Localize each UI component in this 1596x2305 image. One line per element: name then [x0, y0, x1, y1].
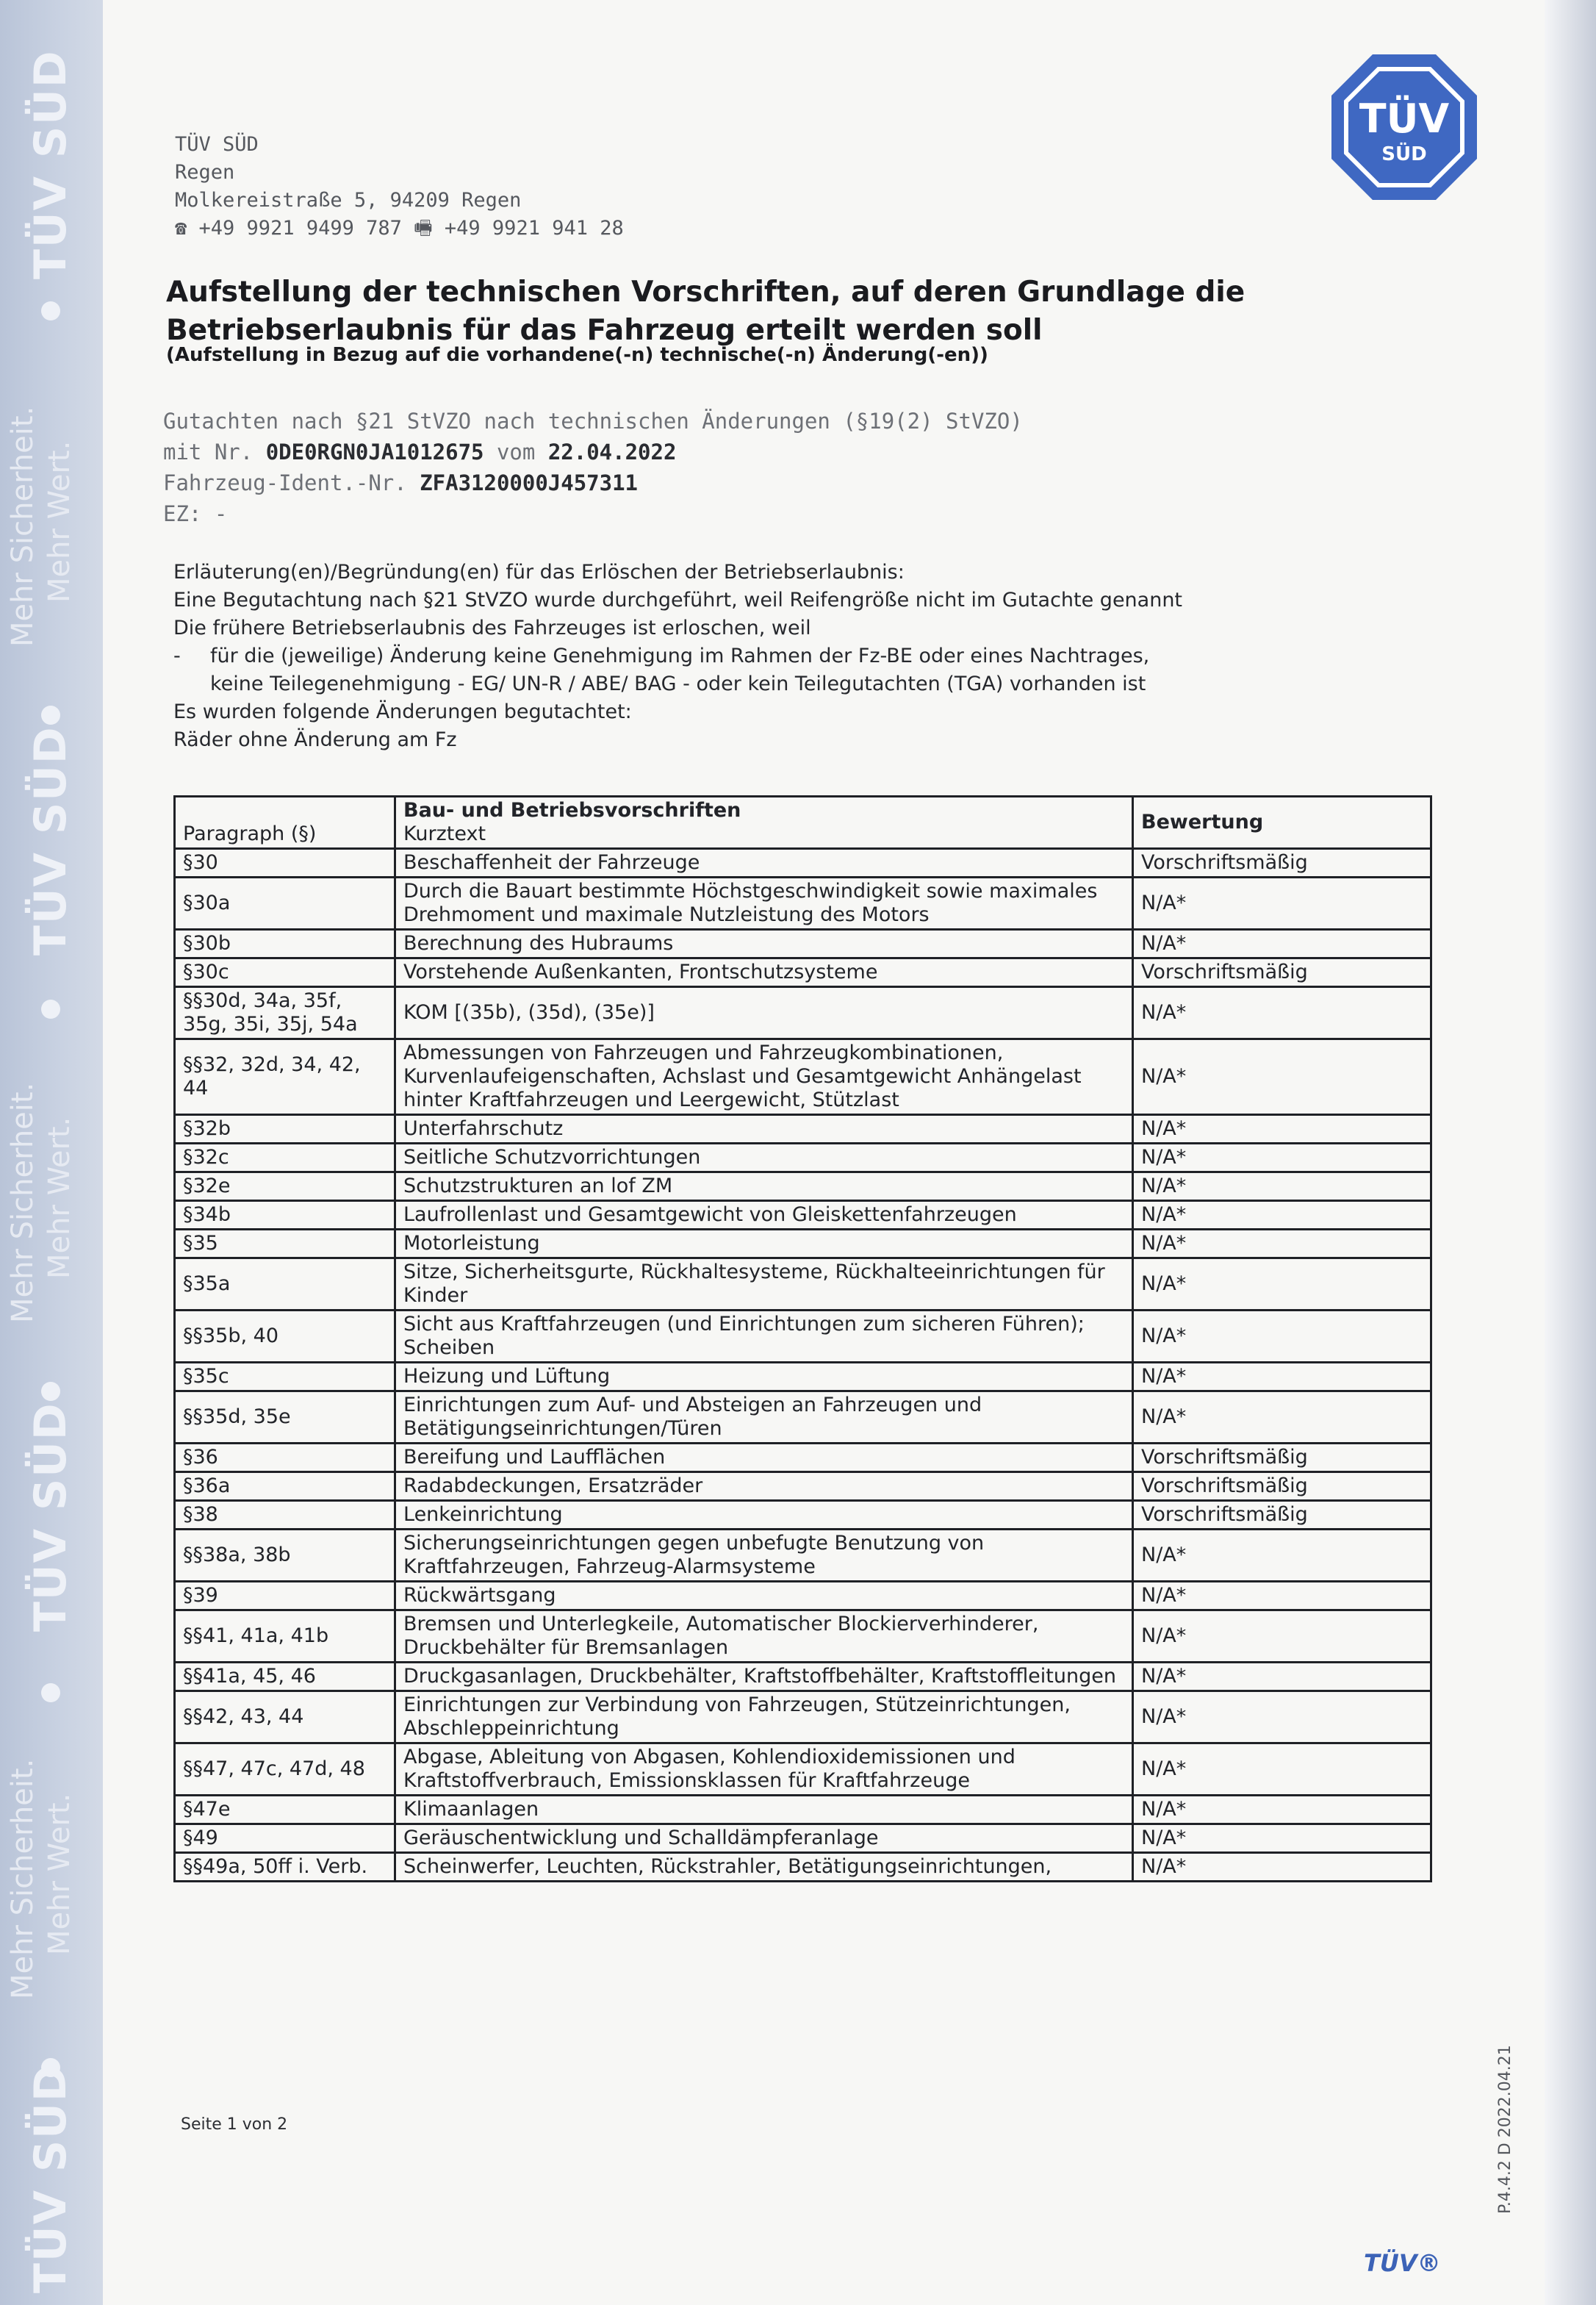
cell-kurztext: Durch die Bauart bestimmte Höchstgeschwindigkeit sowie maximales Drehmoment und maximale Nutzleistung des Motors [395, 878, 1133, 930]
header-regulations: Bau- und Betriebsvorschriften Kurztext [395, 797, 1133, 849]
gutachten-number-line: mit Nr. 0DE0RGN0JA1012675 vom 22.04.2022 [163, 440, 677, 465]
cell-kurztext: Scheinwerfer, Leuchten, Rückstrahler, Betätigungseinrichtungen, [395, 1853, 1133, 1882]
cell-kurztext: Sicherungseinrichtungen gegen unbefugte Benutzung von Kraftfahrzeugen, Fahrzeug-Alarmsysteme [395, 1530, 1133, 1582]
cell-kurztext: Abgase, Ableitung von Abgasen, Kohlendioxidemissionen und Kraftstoffverbrauch, Emissionsklassen für Kraftfahrzeuge [395, 1743, 1133, 1796]
cell-kurztext: Schutzstrukturen an lof ZM [395, 1172, 1133, 1201]
cell-kurztext: Abmessungen von Fahrzeugen und Fahrzeugkombinationen, Kurvenlaufeigenschaften, Achslast und Gesamtgewicht Anhängelast hinter Kraftfahrzeugen und Leergewicht, Stützlast [395, 1039, 1133, 1115]
cell-paragraph: §§47, 47c, 47d, 48 [175, 1743, 395, 1796]
cell-kurztext: Klimaanlagen [395, 1796, 1133, 1824]
address-org: TÜV SÜD [175, 133, 259, 156]
table-row [175, 1363, 1431, 1391]
watermark-dot [41, 706, 60, 725]
cell-bewertung: N/A* [1133, 1796, 1431, 1824]
table-row [175, 930, 1431, 958]
watermark-slogan: Mehr Wert. [43, 1116, 76, 1279]
footer-brand: TÜV® [1364, 2249, 1441, 2277]
watermark-strip [0, 0, 103, 2305]
explanation-text: Die frühere Betriebserlaubnis des Fahrzeuges ist erloschen, weil [173, 617, 811, 639]
cell-bewertung: Vorschriftsmäßig [1133, 1444, 1431, 1472]
table-row [175, 1172, 1431, 1201]
cell-bewertung: N/A* [1133, 930, 1431, 958]
cell-paragraph: §§38a, 38b [175, 1530, 395, 1582]
cell-bewertung: N/A* [1133, 1115, 1431, 1144]
explanation-text: Es wurden folgende Änderungen begutachtet: [173, 700, 632, 723]
explanation-heading: Erläuterung(en)/Begründung(en) für das Erlöschen der Betriebserlaubnis: [173, 561, 905, 584]
table-row [175, 1311, 1431, 1363]
table-row [175, 1258, 1431, 1311]
cell-paragraph: §36 [175, 1444, 395, 1472]
fax-icon: 🖷 [414, 217, 433, 240]
gutachten-number: 0DE0RGN0JA1012675 [265, 440, 484, 465]
cell-bewertung: N/A* [1133, 987, 1431, 1039]
cell-bewertung: N/A* [1133, 1853, 1431, 1882]
cell-bewertung: N/A* [1133, 1610, 1431, 1663]
cell-bewertung: N/A* [1133, 1743, 1431, 1796]
watermark-dot [41, 1382, 60, 1401]
logo-text-sud: SÜD [1381, 143, 1427, 165]
cell-bewertung: N/A* [1133, 1691, 1431, 1743]
watermark-brand: TÜV SÜD [25, 49, 76, 279]
document-title: Aufstellung der technischen Vorschriften, auf deren Grundlage die Betriebserlaubnis für das Fahrzeug erteilt werden soll [166, 276, 1245, 347]
cell-paragraph: §35 [175, 1230, 395, 1258]
cell-kurztext: Laufrollenlast und Gesamtgewicht von Gleiskettenfahrzeugen [395, 1201, 1133, 1230]
explanation-bullet: - für die (jeweilige) Änderung keine Genehmigung im Rahmen der Fz-BE oder eines Nachtrages, [173, 645, 1150, 667]
watermark-dot [41, 301, 60, 320]
address-block [175, 131, 624, 243]
cell-bewertung: N/A* [1133, 1230, 1431, 1258]
cell-bewertung: N/A* [1133, 1039, 1431, 1115]
cell-bewertung: N/A* [1133, 1201, 1431, 1230]
table-row [175, 1472, 1431, 1501]
table-row [175, 1743, 1431, 1796]
cell-kurztext: Bereifung und Laufflächen [395, 1444, 1133, 1472]
cell-kurztext: Motorleistung [395, 1230, 1133, 1258]
cell-kurztext: Heizung und Lüftung [395, 1363, 1133, 1391]
header-bewertung: Bewertung [1133, 797, 1431, 849]
cell-kurztext: Vorstehende Außenkanten, Frontschutzsysteme [395, 958, 1133, 987]
cell-kurztext: Bremsen und Unterlegkeile, Automatischer Blockierverhinderer, Druckbehälter für Bremsanlagen [395, 1610, 1133, 1663]
cell-paragraph: §34b [175, 1201, 395, 1230]
watermark-slogan: Mehr Sicherheit. [6, 1082, 40, 1323]
cell-paragraph: §§32, 32d, 34, 42, 44 [175, 1039, 395, 1115]
cell-paragraph: §30a [175, 878, 395, 930]
cell-paragraph: §§41a, 45, 46 [175, 1663, 395, 1691]
watermark-slogan: Mehr Sicherheit. [6, 406, 40, 647]
cell-kurztext: KOM [(35b), (35d), (35e)] [395, 987, 1133, 1039]
document-subtitle: (Aufstellung in Bezug auf die vorhandene(-n) technische(-n) Änderung(-en)) [166, 344, 988, 366]
cell-kurztext: Einrichtungen zur Verbindung von Fahrzeugen, Stützeinrichtungen, Abschleppeinrichtung [395, 1691, 1133, 1743]
table-row [175, 958, 1431, 987]
cell-paragraph: §§35d, 35e [175, 1391, 395, 1444]
cell-paragraph: §§42, 43, 44 [175, 1691, 395, 1743]
gutachten-line: Gutachten nach §21 StVZO nach technischen Änderungen (§19(2) StVZO) [163, 409, 1023, 434]
table-row [175, 1663, 1431, 1691]
watermark-brand: TÜV SÜD [25, 1402, 76, 1632]
cell-bewertung: N/A* [1133, 1144, 1431, 1172]
address-contact [175, 215, 624, 243]
cell-bewertung: Vorschriftsmäßig [1133, 849, 1431, 878]
table-row [175, 1391, 1431, 1444]
cell-paragraph: §§35b, 40 [175, 1311, 395, 1363]
cell-paragraph: §§41, 41a, 41b [175, 1610, 395, 1663]
cell-bewertung: N/A* [1133, 1258, 1431, 1311]
cell-bewertung: N/A* [1133, 878, 1431, 930]
explanation-text: Eine Begutachtung nach §21 StVZO wurde durchgeführt, weil Reifengröße nicht im Gutachte genannt [173, 589, 1183, 612]
cell-kurztext: Lenkeinrichtung [395, 1501, 1133, 1530]
table-header-row [175, 797, 1431, 849]
cell-kurztext: Sicht aus Kraftfahrzeugen (und Einrichtungen zum sicheren Führen); Scheiben [395, 1311, 1133, 1363]
regulations-table [173, 795, 1432, 1882]
table-row [175, 1444, 1431, 1472]
table-row [175, 1796, 1431, 1824]
table-row [175, 1582, 1431, 1610]
watermark-brand: TÜV SÜD [25, 725, 76, 956]
cell-kurztext: Berechnung des Hubraums [395, 930, 1133, 958]
table-row [175, 1115, 1431, 1144]
cell-bewertung: Vorschriftsmäßig [1133, 1472, 1431, 1501]
table-row [175, 1144, 1431, 1172]
cell-paragraph: §36a [175, 1472, 395, 1501]
table-row [175, 1039, 1431, 1115]
cell-paragraph: §32b [175, 1115, 395, 1144]
cell-paragraph: §30b [175, 930, 395, 958]
cell-paragraph: §47e [175, 1796, 395, 1824]
watermark-dot [41, 1683, 60, 1702]
cell-bewertung: N/A* [1133, 1363, 1431, 1391]
watermark-dot [41, 1000, 60, 1019]
table-row [175, 1691, 1431, 1743]
header-paragraph: Paragraph (§) [175, 797, 395, 849]
phone-icon: ☎ [175, 217, 187, 240]
cell-paragraph: §30c [175, 958, 395, 987]
watermark-slogan: Mehr Wert. [43, 1793, 76, 1955]
cell-bewertung: N/A* [1133, 1530, 1431, 1582]
cell-bewertung: N/A* [1133, 1172, 1431, 1201]
cell-kurztext: Rückwärtsgang [395, 1582, 1133, 1610]
explanation-block [173, 559, 1182, 754]
cell-paragraph: §32e [175, 1172, 395, 1201]
table-row [175, 1501, 1431, 1530]
table-row [175, 1530, 1431, 1582]
cell-paragraph: §30 [175, 849, 395, 878]
cell-paragraph: §35c [175, 1363, 395, 1391]
table-row [175, 1201, 1431, 1230]
page-edge [1545, 0, 1596, 2305]
page-number: Seite 1 von 2 [181, 2115, 288, 2134]
watermark-slogan: Mehr Wert. [43, 440, 76, 603]
form-version: P.4.4.2 D 2022.04.21 [1496, 2045, 1514, 2214]
cell-bewertung: Vorschriftsmäßig [1133, 958, 1431, 987]
cell-kurztext: Geräuschentwicklung und Schalldämpferanlage [395, 1824, 1133, 1853]
cell-paragraph: §§49a, 50ff i. Verb. [175, 1853, 395, 1882]
cell-kurztext: Druckgasanlagen, Druckbehälter, Kraftstoffbehälter, Kraftstoffleitungen [395, 1663, 1133, 1691]
cell-kurztext: Radabdeckungen, Ersatzräder [395, 1472, 1133, 1501]
cell-kurztext: Einrichtungen zum Auf- und Absteigen an Fahrzeugen und Betätigungseinrichtungen/Türen [395, 1391, 1133, 1444]
address-city: Regen [175, 161, 235, 184]
table-row [175, 1824, 1431, 1853]
cell-kurztext: Unterfahrschutz [395, 1115, 1133, 1144]
tuv-sud-logo [1327, 50, 1481, 204]
cell-bewertung: N/A* [1133, 1311, 1431, 1363]
table-row [175, 1853, 1431, 1882]
cell-bewertung: N/A* [1133, 1391, 1431, 1444]
cell-bewertung: N/A* [1133, 1663, 1431, 1691]
explanation-text: Räder ohne Änderung am Fz [173, 728, 457, 751]
table-row [175, 878, 1431, 930]
cell-bewertung: Vorschriftsmäßig [1133, 1501, 1431, 1530]
cell-paragraph: §35a [175, 1258, 395, 1311]
address-phone: +49 9921 9499 787 [198, 217, 402, 240]
address-street: Molkereistraße 5, 94209 Regen [175, 189, 522, 212]
vin-line: Fahrzeug-Ident.-Nr. ZFA3120000J457311 [163, 470, 639, 495]
gutachten-reference [163, 406, 1023, 529]
cell-kurztext: Sitze, Sicherheitsgurte, Rückhaltesysteme, Rückhalteeinrichtungen für Kinder [395, 1258, 1133, 1311]
cell-bewertung: N/A* [1133, 1824, 1431, 1853]
table-row [175, 849, 1431, 878]
address-fax: +49 9921 941 28 [444, 217, 624, 240]
vin-number: ZFA3120000J457311 [420, 470, 639, 495]
cell-bewertung: N/A* [1133, 1582, 1431, 1610]
cell-paragraph: §39 [175, 1582, 395, 1610]
ez-line: EZ: - [163, 501, 228, 526]
logo-text-tuv: TÜV [1359, 96, 1450, 142]
cell-paragraph: §32c [175, 1144, 395, 1172]
cell-paragraph: §§30d, 34a, 35f, 35g, 35i, 35j, 54a [175, 987, 395, 1039]
cell-paragraph: §49 [175, 1824, 395, 1853]
watermark-brand: TÜV SÜD [25, 2063, 76, 2293]
watermark-slogan: Mehr Sicherheit. [6, 1758, 40, 1999]
cell-kurztext: Seitliche Schutzvorrichtungen [395, 1144, 1133, 1172]
explanation-bullet-cont: keine Teilegenehmigung - EG/ UN-R / ABE/ BAG - oder kein Teilegutachten (TGA) vorhanden ist [210, 673, 1146, 695]
table-row [175, 987, 1431, 1039]
gutachten-date: 22.04.2022 [547, 440, 677, 465]
cell-kurztext: Beschaffenheit der Fahrzeuge [395, 849, 1133, 878]
cell-paragraph: §38 [175, 1501, 395, 1530]
table-row [175, 1230, 1431, 1258]
table-row [175, 1610, 1431, 1663]
